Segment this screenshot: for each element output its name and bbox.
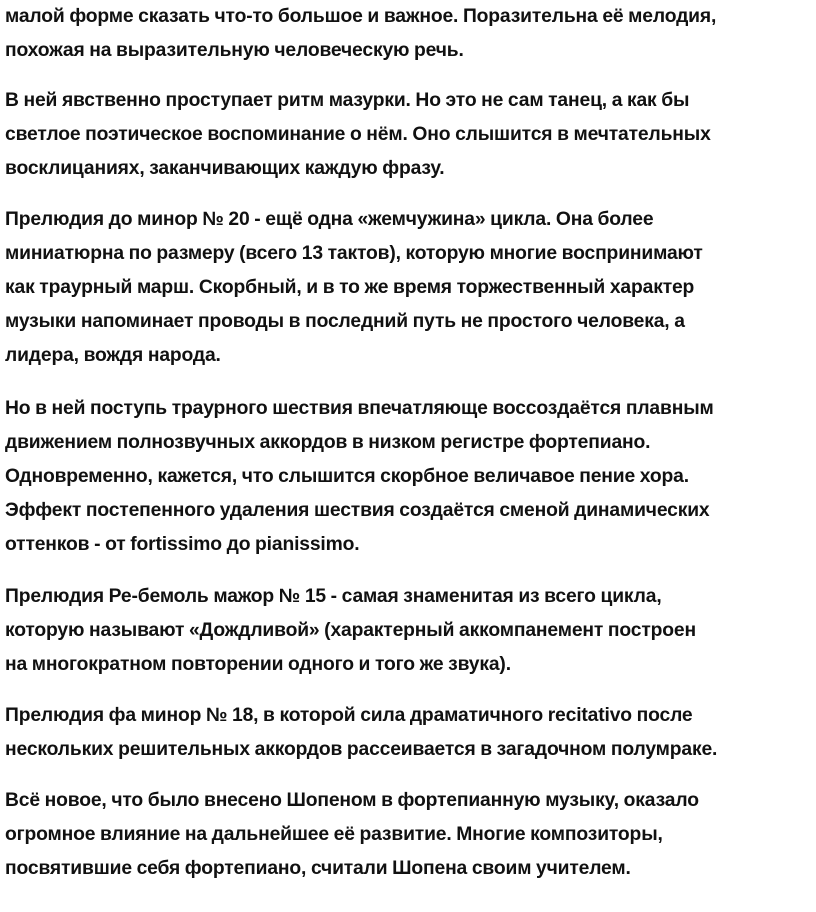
- text-line: Прелюдия до минор № 20 - ещё одна «жемчужина» цикла. Она более: [5, 209, 654, 230]
- text-line: похожая на выразительную человеческую речь.: [5, 40, 464, 61]
- paragraph-melody: [5, 0, 716, 68]
- text-line: малой форме сказать что-то большое и важное. Поразительна её мелодия,: [5, 6, 717, 27]
- text-line: Но в ней поступь траурного шествия впечатляюще воссоздаётся плавным: [5, 398, 714, 419]
- text-line: оттенков - от fortissimo до pianissimo.: [5, 534, 360, 555]
- text-line: Эффект постепенного удаления шествия создаётся сменой динамических: [5, 500, 710, 521]
- text-line: музыки напоминает проводы в последний путь не простого человека, а: [5, 311, 685, 332]
- text-line: миниатюрна по размеру (всего 13 тактов), которую многие воспринимают: [5, 243, 703, 264]
- paragraph-mazurka: [5, 84, 711, 186]
- text-line: Всё новое, что было внесено Шопеном в фортепианную музыку, оказало: [5, 790, 699, 811]
- text-line: восклицаниях, заканчивающих каждую фразу.: [5, 158, 445, 179]
- text-line: лидера, вождя народа.: [5, 345, 221, 366]
- text-line: огромное влияние на дальнейшее её развитие. Многие композиторы,: [5, 824, 663, 845]
- paragraph-chopin-influence: [5, 784, 699, 886]
- paragraph-prelude-20: [5, 203, 703, 373]
- paragraph-prelude-18: [5, 699, 717, 767]
- paragraph-prelude-15: [5, 580, 696, 682]
- text-line: которую называют «Дождливой» (характерный аккомпанемент построен: [5, 620, 696, 641]
- text-line: Прелюдия Ре-бемоль мажор № 15 - самая знаменитая из всего цикла,: [5, 586, 662, 607]
- text-line: светлое поэтическое воспоминание о нём. Оно слышится в мечтательных: [5, 124, 711, 145]
- text-line: на многократном повторении одного и того же звука).: [5, 654, 511, 675]
- document-page: [5, 0, 811, 912]
- text-line: посвятившие себя фортепиано, считали Шопена своим учителем.: [5, 858, 631, 879]
- text-line: движением полнозвучных аккордов в низком регистре фортепиано.: [5, 432, 651, 453]
- text-line: нескольких решительных аккордов рассеивается в загадочном полумраке.: [5, 739, 718, 760]
- paragraph-funeral-procession: [5, 392, 714, 562]
- text-line: Одновременно, кажется, что слышится скорбное величавое пение хора.: [5, 466, 689, 487]
- text-line: Прелюдия фа минор № 18, в которой сила драматичного recitativo после: [5, 705, 693, 726]
- text-line: В ней явственно проступает ритм мазурки. Но это не сам танец, а как бы: [5, 90, 690, 111]
- text-line: как траурный марш. Скорбный, и в то же время торжественный характер: [5, 277, 695, 298]
